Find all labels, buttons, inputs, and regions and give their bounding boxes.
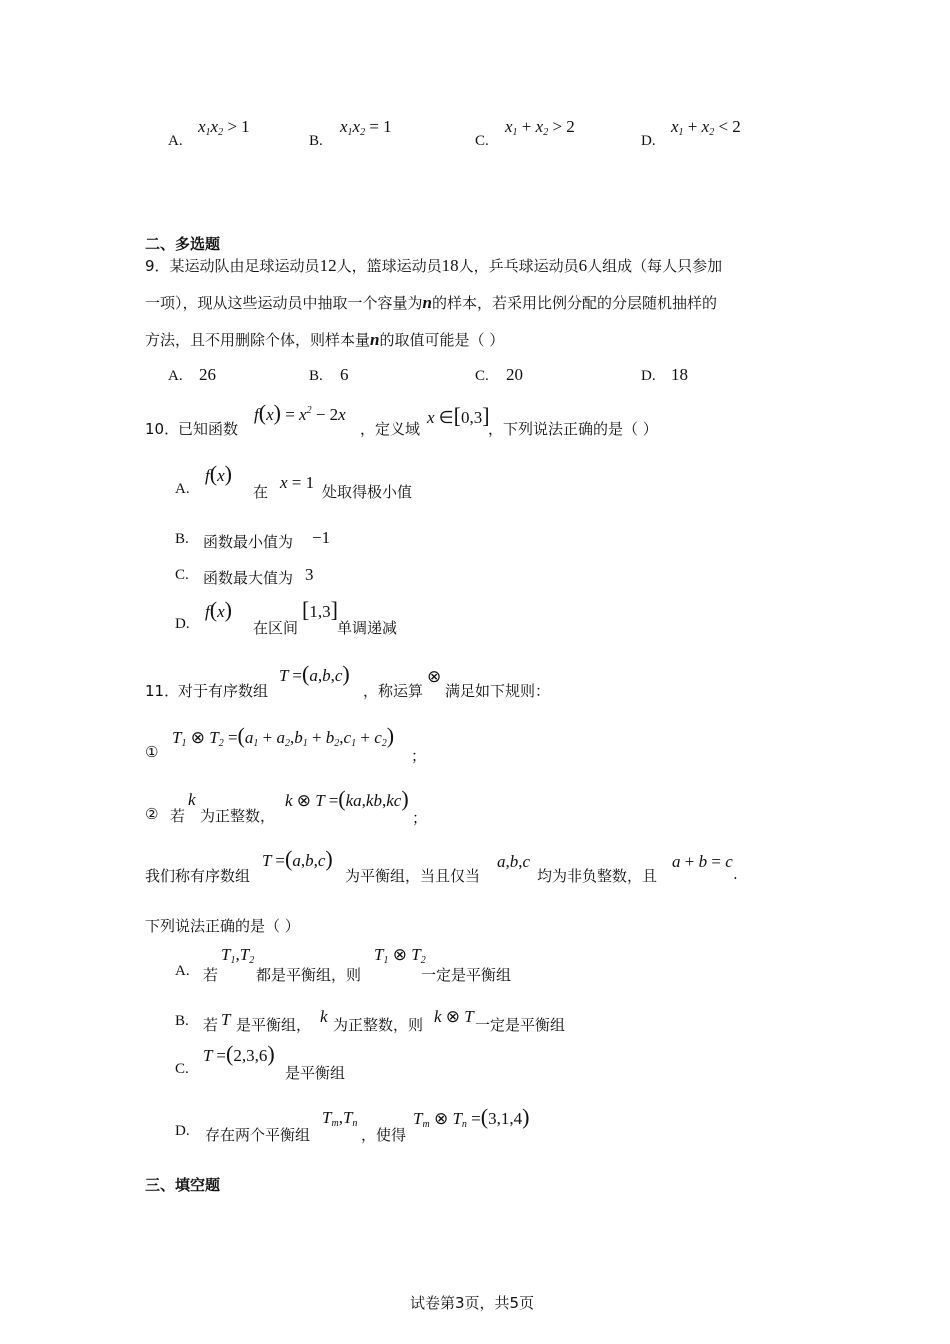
q9-count-basketball: 18 [441,256,459,275]
q10-option-a-fx: f(x) [205,461,232,486]
q10-text-b: ，定义域 [360,420,421,438]
q11-otimes-symbol: ⊗ [427,667,442,686]
q9-option-c-value: 20 [506,365,523,384]
q11-number: 11． [145,682,180,700]
q9-text: 方法，且不用删除个体，则样本量 [145,331,371,349]
q11-option-a-text: 都是平衡组，则 [256,966,362,984]
q11-option-c-text: 是平衡组 [285,1064,346,1082]
q10-option-d-text: 在区间 [253,619,299,637]
q11-option-b-product: k ⊗ T [434,1007,474,1026]
q11-rule-1-semicolon: ； [411,747,427,765]
q10-domain: x ∈[0,3] [427,403,490,428]
q11-rule-2-text: 为正整数， [200,807,276,825]
q10-option-a-text: 在 [253,483,269,501]
q9-option-c-label: C. [475,368,489,384]
q9-text: 一项），现从这些运动员中抽取一个容量为 [145,294,423,312]
q9-option-d-value: 18 [671,365,688,384]
q9-var-n: n [422,293,432,312]
q11-option-b-T: T [221,1010,231,1029]
q9-line-3 [145,329,504,350]
q11-rule-1-mark: ① [145,743,159,761]
q11-text: ，称运算 [363,682,424,700]
q11-def-abc: a,b,c [497,852,531,871]
q11-option-d-label: D. [175,1123,190,1139]
q11-option-a-text: 一定是平衡组 [421,966,512,984]
q9-text: 人，乒乓球运动员 [458,257,579,275]
q11-rule-2-mark: ② [145,805,159,823]
q11-option-a-pair: $T_1,T_2$ [221,945,255,966]
q9-text: 人，篮球运动员 [336,257,442,275]
q8-option-a-math: $x_1x_2 > 1$ [198,117,250,138]
page-footer: 试卷第3页，共5页 [410,1294,535,1312]
q8-option-b-label: B. [309,133,323,149]
q9-var-n: n [370,330,380,349]
q10-option-d-interval: [1,3] [302,597,338,622]
q11-def-text: 为平衡组，当且仅当 [345,867,481,885]
q11-def-condition: a + b = c [672,852,733,871]
q10-text-c: ，下列说法正确的是（ ） [488,420,658,438]
q11-text: 满足如下规则： [445,682,551,700]
q11-text: 对于有序数组 [178,682,269,700]
q10-option-c-text: 函数最大值为 [203,569,294,587]
q9-option-b-label: B. [309,368,323,384]
q11-rule-2-k: k [188,790,196,809]
q11-rule-2-semicolon: ； [412,809,428,827]
q11-option-d-pair: $T_m,T_n$ [322,1108,358,1129]
q10-option-b-text: 函数最小值为 [203,533,294,551]
q10-number: 10． [145,420,180,438]
q10-option-c-label: C. [175,567,189,583]
q11-def-tuple: T =(a,b,c) [262,846,333,871]
q9-count-pingpong: 6 [578,256,588,275]
q9-option-a-label: A. [168,368,183,384]
q10-option-d-fx: f(x) [205,597,232,622]
q8-option-d-label: D. [641,133,656,149]
q11-def-text: . [733,865,738,883]
q11-option-d-text: ，使得 [361,1126,407,1144]
q8-option-c-label: C. [475,133,489,149]
q10-option-d-label: D. [175,616,190,632]
q11-tuple-def: T =(a,b,c) [279,661,350,686]
q10-option-a-label: A. [175,481,190,497]
q9-option-a-value: 26 [199,365,216,384]
q11-option-a-text: 若 [203,966,219,984]
q8-option-a-label: A. [168,133,183,149]
q10-option-b-value: −1 [312,528,331,547]
q11-rule-2-formula: k ⊗ T =(ka,kb,kc) [285,786,409,811]
section-3-title: 三、填空题 [145,1176,221,1194]
q10-option-a-x: x = 1 [280,473,315,492]
q11-option-c-label: C. [175,1061,189,1077]
q11-option-b-label: B. [175,1013,189,1029]
q11-def-text: 我们称有序数组 [145,867,251,885]
section-2-title: 二、多选题 [145,235,221,253]
q11-option-b-text: 是平衡组， [236,1016,312,1034]
q11-option-a-label: A. [175,963,190,979]
q9-option-b-value: 6 [340,365,349,384]
q8-option-d-math: $x_1 + x_2 < 2$ [671,117,741,138]
q9-line-1 [145,255,722,276]
q9-text: 某运动队由足球运动员 [169,257,320,275]
q11-option-b-text: 若 [203,1016,219,1034]
q11-def-text: 均为非负整数，且 [537,867,658,885]
q10-text-a: 已知函数 [178,420,239,438]
q9-number: 9． [145,257,170,275]
q10-option-c-value: 3 [305,565,314,584]
q9-line-2 [145,292,717,313]
q10-option-a-text: 处取得极小值 [322,483,413,501]
q11-option-b-text: 为正整数，则 [333,1016,424,1034]
q10-function-def: $f(x) = x^2 - 2x$ [254,400,346,425]
q8-option-b-math: $x_1x_2 = 1$ [340,117,392,138]
q9-text: 的样本，若采用比例分配的分层随机抽样的 [431,294,717,312]
q9-count-football: 12 [319,256,337,275]
q9-option-d-label: D. [641,368,656,384]
q11-option-b-text: 一定是平衡组 [475,1016,566,1034]
q11-question: 下列说法正确的是（ ） [145,917,300,935]
q11-rule-2-text: 若 [170,807,186,825]
q9-text: 的取值可能是（ ） [379,331,505,349]
q11-option-d-text: 存在两个平衡组 [205,1126,311,1144]
q11-option-b-k: k [320,1007,328,1026]
q11-option-d-product: $T_m$ ⊗ $T_n =(3,1,4)$ [413,1104,530,1130]
q8-option-c-math: $x_1 + x_2 > 2$ [505,117,575,138]
q11-option-c-tuple: T =(2,3,6) [203,1041,275,1066]
q10-option-b-label: B. [175,531,189,547]
q10-option-d-text: 单调递减 [337,619,398,637]
q11-option-a-product: $T_1$ ⊗ $T_2$ [374,945,426,966]
q11-rule-1-formula: $T_1$ ⊗ $T_2 =(a_1 + a_2,b_1 + b_2,c_1 + c_2)$ [172,723,395,749]
q9-text: 人组成（每人只参加 [587,257,723,275]
